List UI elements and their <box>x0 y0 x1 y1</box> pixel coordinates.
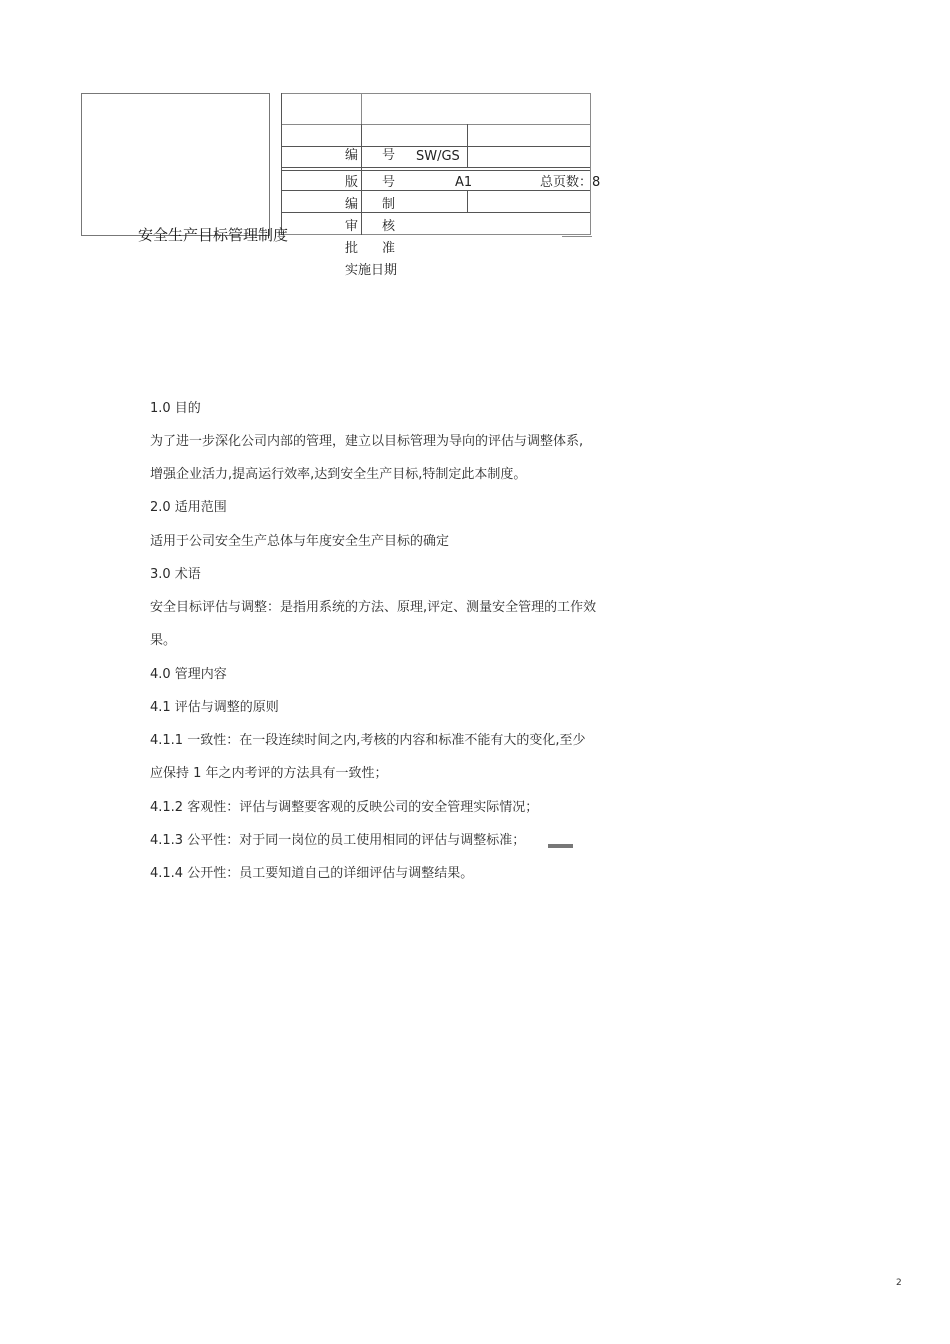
row-number-label-b: 号 <box>382 148 396 163</box>
version-value: A1 <box>455 175 473 190</box>
paragraph-line: 4.1.3 公平性：对于同一岗位的员工使用相同的评估与调整标准； <box>150 833 526 848</box>
decorative-mark <box>548 844 573 848</box>
row-number-label-a: 编 <box>345 148 359 163</box>
paragraph-line: 4.1.2 客观性：评估与调整要客观的反映公司的安全管理实际情况； <box>150 800 539 815</box>
section-heading-terms: 3.0 术语 <box>150 567 201 582</box>
document-number-value: SW/GS <box>416 149 460 164</box>
paragraph-line: 增强企业活力,提高运行效率,达到安全生产目标,特制定此本制度。 <box>150 467 527 482</box>
row-approve-label-a: 批 <box>345 241 359 256</box>
total-pages: 总页数：8 <box>540 175 601 190</box>
paragraph-line: 为了进一步深化公司内部的管理，建立以目标管理为导向的评估与调整体系, <box>150 434 584 449</box>
row-version-label-b: 号 <box>382 175 396 190</box>
section-heading-management: 4.0 管理内容 <box>150 667 227 682</box>
paragraph-line: 4.1.4 公开性：员工要知道自己的详细评估与调整结果。 <box>150 866 474 881</box>
paragraph-line: 4.1.1 一致性：在一段连续时间之内,考核的内容和标准不能有大的变化,至少 <box>150 733 586 748</box>
subsection-heading-principles: 4.1 评估与调整的原则 <box>150 700 279 715</box>
section-heading-scope: 2.0 适用范围 <box>150 500 227 515</box>
document-title: 安全生产目标管理制度 <box>138 226 289 244</box>
row-approve-label-b: 准 <box>382 241 396 256</box>
row-effective-date-label: 实施日期 <box>345 263 398 278</box>
logo-box <box>81 93 270 236</box>
row-version-label-a: 版 <box>345 175 359 190</box>
paragraph-line: 果。 <box>150 633 177 648</box>
row-review-label-a: 审 <box>345 219 359 234</box>
page-number: 2 <box>896 1278 902 1288</box>
paragraph-line: 适用于公司安全生产总体与年度安全生产目标的确定 <box>150 534 450 549</box>
row-prepared-label-b: 制 <box>382 197 396 212</box>
row-review-label-b: 核 <box>382 219 396 234</box>
row-prepared-label-a: 编 <box>345 197 359 212</box>
paragraph-line: 安全目标评估与调整：是指用系统的方法、原理,评定、测量安全管理的工作效 <box>150 600 597 615</box>
paragraph-line: 应保持 1 年之内考评的方法具有一致性； <box>150 766 388 781</box>
section-heading-purpose: 1.0 目的 <box>150 401 201 416</box>
